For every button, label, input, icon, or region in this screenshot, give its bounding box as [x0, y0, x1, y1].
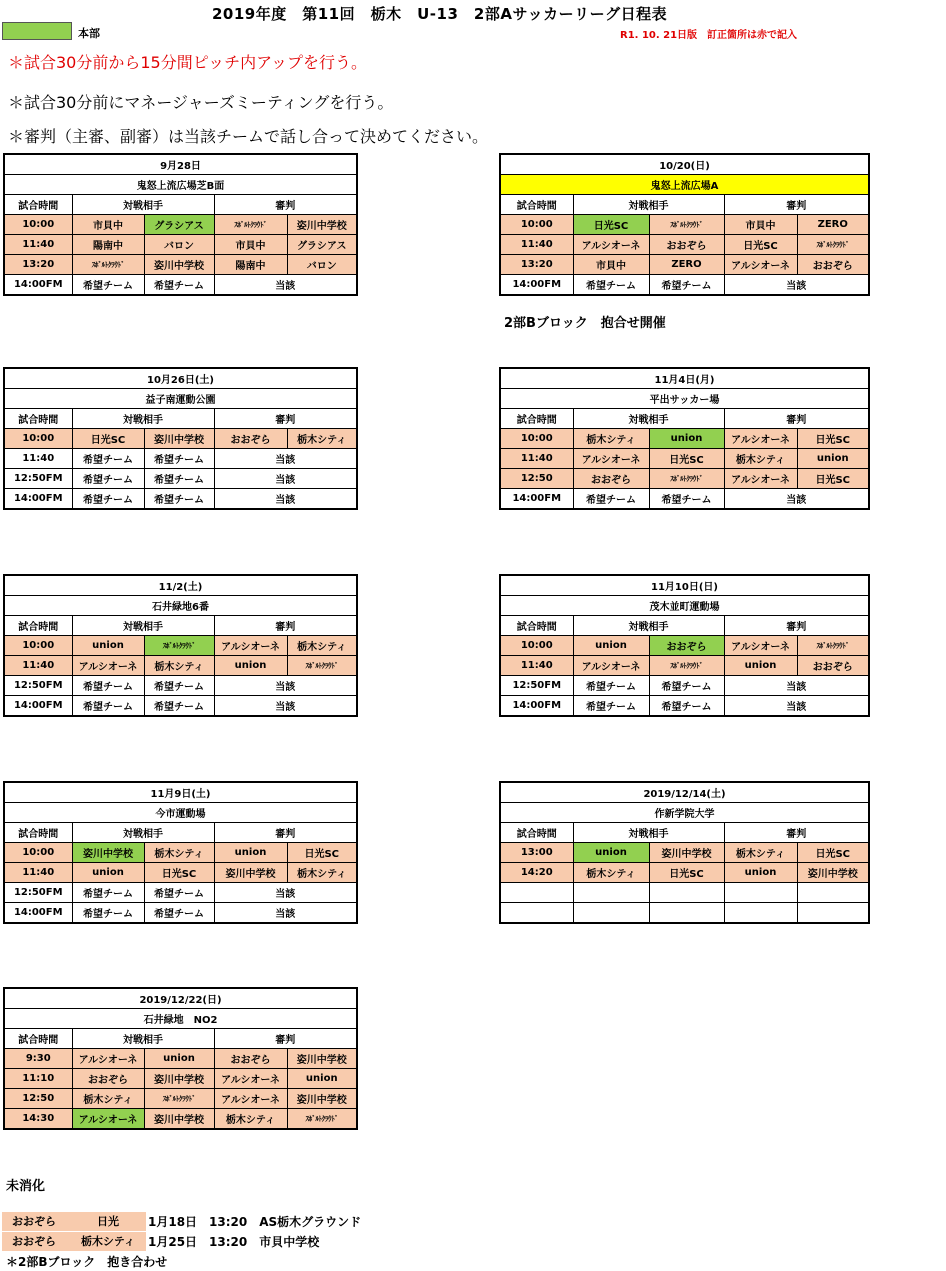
unplayed-team1: おおぞら — [2, 1232, 80, 1251]
schedule-date: 10月26日(土) — [4, 368, 357, 389]
note-managers-meeting: ＊試合30分前にマネージャーズミーティングを行う。 — [8, 93, 394, 112]
match-time: 11:40 — [4, 863, 72, 883]
match-team-1: おおぞら — [72, 1069, 144, 1089]
match-time: 12:50FM — [500, 676, 573, 696]
referee-2: ｽﾎﾞﾙﾄｸﾗｳﾄﾞ — [797, 235, 869, 255]
schedule-venue: 茂木並町運動場 — [500, 596, 869, 616]
match-team-2: 希望チーム — [144, 275, 214, 296]
referee-1: アルシオーネ — [724, 255, 797, 275]
match-team-1: ｽﾎﾞﾙﾄｸﾗｳﾄﾞ — [72, 255, 144, 275]
match-team-1: アルシオーネ — [72, 1109, 144, 1130]
header-opponents: 対戦相手 — [573, 616, 724, 636]
unplayed-title: 未消化 — [6, 1179, 46, 1194]
match-time: 10:00 — [4, 636, 72, 656]
match-team-2: ｽﾎﾞﾙﾄｸﾗｳﾄﾞ — [649, 215, 724, 235]
header-opponents: 対戦相手 — [573, 409, 724, 429]
referee-cell: 当該 — [214, 883, 357, 903]
header-referee: 審判 — [724, 823, 869, 843]
header-referee: 審判 — [214, 616, 357, 636]
referee-1: 市貝中 — [214, 235, 287, 255]
referee-1: 栃木シティ — [214, 1109, 287, 1130]
referee-2: ZERO — [797, 215, 869, 235]
match-team-2: 希望チーム — [144, 449, 214, 469]
match-time — [500, 903, 573, 924]
schedule-venue: 石井緑地6番 — [4, 596, 357, 616]
match-team-1: アルシオーネ — [573, 449, 649, 469]
header-referee: 審判 — [214, 195, 357, 215]
referee-1: 日光SC — [724, 235, 797, 255]
referee-2: 日光SC — [797, 469, 869, 489]
referee-1: union — [724, 863, 797, 883]
match-time: 11:40 — [4, 656, 72, 676]
referee-2: ｽﾎﾞﾙﾄｸﾗｳﾄﾞ — [287, 656, 357, 676]
referee-1: 姿川中学校 — [214, 863, 287, 883]
match-time: 13:20 — [500, 255, 573, 275]
match-team-2: 希望チーム — [649, 489, 724, 510]
match-team-2: union — [649, 429, 724, 449]
match-time: 11:40 — [500, 656, 573, 676]
match-time: 14:00FM — [4, 696, 72, 717]
match-team-2: 希望チーム — [144, 903, 214, 924]
header-referee: 審判 — [214, 409, 357, 429]
header-referee: 審判 — [724, 409, 869, 429]
header-referee: 審判 — [724, 195, 869, 215]
match-time: 11:40 — [500, 449, 573, 469]
match-team-2: おおぞら — [649, 636, 724, 656]
match-team-1: 陽南中 — [72, 235, 144, 255]
match-time: 14:00FM — [4, 903, 72, 924]
match-team-1: 希望チーム — [573, 489, 649, 510]
referee-2: 栃木シティ — [287, 429, 357, 449]
schedule-table — [499, 781, 870, 924]
match-team-1: union — [72, 636, 144, 656]
match-team-2: 栃木シティ — [144, 843, 214, 863]
match-team-1 — [573, 903, 649, 924]
referee-cell: 当該 — [214, 676, 357, 696]
schedule-venue: 作新学院大学 — [500, 803, 869, 823]
match-time: 14:00FM — [500, 696, 573, 717]
schedule-table — [499, 574, 870, 717]
match-team-2: 栃木シティ — [144, 656, 214, 676]
referee-2 — [797, 883, 869, 903]
referee-1 — [724, 903, 797, 924]
referee-2: 栃木シティ — [287, 636, 357, 656]
referee-cell: 当該 — [214, 903, 357, 924]
schedule-venue: 鬼怒上流広場芝B面 — [4, 175, 357, 195]
match-team-2: 希望チーム — [144, 489, 214, 510]
schedule-venue: 石井緑地 NO2 — [4, 1009, 357, 1029]
schedule-venue: 今市運動場 — [4, 803, 357, 823]
schedule-date: 2019/12/22(日) — [4, 988, 357, 1009]
match-team-2: 希望チーム — [649, 696, 724, 717]
referee-1: union — [724, 656, 797, 676]
header-time: 試合時間 — [4, 195, 72, 215]
header-time: 試合時間 — [4, 1029, 72, 1049]
match-team-2: 日光SC — [144, 863, 214, 883]
revision-note: R1. 10. 21日版 訂正箇所は赤で記入 — [620, 30, 798, 41]
schedule-table — [3, 781, 358, 924]
header-time: 試合時間 — [500, 616, 573, 636]
match-team-1: 栃木シティ — [573, 863, 649, 883]
match-team-1: 栃木シティ — [72, 1089, 144, 1109]
header-opponents: 対戦相手 — [72, 1029, 214, 1049]
referee-2: 姿川中学校 — [287, 1089, 357, 1109]
match-team-2: 希望チーム — [144, 883, 214, 903]
referee-1: union — [214, 843, 287, 863]
match-time: 12:50 — [500, 469, 573, 489]
match-team-2: 姿川中学校 — [144, 1069, 214, 1089]
referee-2: ｽﾎﾞﾙﾄｸﾗｳﾄﾞ — [287, 1109, 357, 1130]
match-team-2 — [649, 903, 724, 924]
referee-cell: 当該 — [214, 449, 357, 469]
match-team-2: 希望チーム — [144, 696, 214, 717]
referee-2: 日光SC — [287, 843, 357, 863]
match-time: 12:50FM — [4, 676, 72, 696]
header-time: 試合時間 — [4, 409, 72, 429]
referee-2: バロン — [287, 255, 357, 275]
referee-2: グラシアス — [287, 235, 357, 255]
referee-2: ｽﾎﾞﾙﾄｸﾗｳﾄﾞ — [797, 636, 869, 656]
header-time: 試合時間 — [500, 823, 573, 843]
match-team-2 — [649, 883, 724, 903]
referee-2: おおぞら — [797, 255, 869, 275]
match-time: 9:30 — [4, 1049, 72, 1069]
match-time: 10:00 — [4, 429, 72, 449]
header-time: 試合時間 — [500, 195, 573, 215]
schedule-date: 9月28日 — [4, 154, 357, 175]
referee-cell: 当該 — [214, 469, 357, 489]
match-team-2: union — [144, 1049, 214, 1069]
referee-1: おおぞら — [214, 1049, 287, 1069]
referee-1: おおぞら — [214, 429, 287, 449]
match-team-2: 希望チーム — [649, 275, 724, 296]
match-team-2: 日光SC — [649, 863, 724, 883]
match-time: 14:20 — [500, 863, 573, 883]
match-team-2: ｽﾎﾞﾙﾄｸﾗｳﾄﾞ — [144, 636, 214, 656]
schedule-table — [499, 153, 870, 296]
match-time: 14:00FM — [4, 489, 72, 510]
match-team-1: アルシオーネ — [573, 235, 649, 255]
match-team-1: 希望チーム — [72, 469, 144, 489]
referee-1: アルシオーネ — [214, 1089, 287, 1109]
schedule-date: 11月9日(土) — [4, 782, 357, 803]
unplayed-detail: 1月18日 13:20 AS栃木グラウンド — [148, 1215, 362, 1229]
match-team-2: ｽﾎﾞﾙﾄｸﾗｳﾄﾞ — [649, 469, 724, 489]
header-time: 試合時間 — [4, 823, 72, 843]
schedule-venue: 益子南運動公園 — [4, 389, 357, 409]
referee-1: アルシオーネ — [214, 1069, 287, 1089]
match-team-1: 希望チーム — [72, 449, 144, 469]
match-time: 10:00 — [500, 429, 573, 449]
referee-1: 陽南中 — [214, 255, 287, 275]
match-team-1: アルシオーネ — [573, 656, 649, 676]
match-team-1: 日光SC — [573, 215, 649, 235]
header-time: 試合時間 — [500, 409, 573, 429]
legend-label: 本部 — [78, 27, 100, 40]
unplayed-detail: 1月25日 13:20 市貝中学校 — [148, 1235, 320, 1249]
match-team-2: ZERO — [649, 255, 724, 275]
referee-2: おおぞら — [797, 656, 869, 676]
referee-2: 姿川中学校 — [797, 863, 869, 883]
match-team-1: 希望チーム — [72, 275, 144, 296]
match-time: 13:20 — [4, 255, 72, 275]
referee-1 — [724, 883, 797, 903]
match-time: 13:00 — [500, 843, 573, 863]
header-opponents: 対戦相手 — [72, 616, 214, 636]
schedule-table — [3, 574, 358, 717]
match-time — [500, 883, 573, 903]
header-opponents: 対戦相手 — [573, 195, 724, 215]
match-team-2: 希望チーム — [649, 676, 724, 696]
header-opponents: 対戦相手 — [72, 823, 214, 843]
match-time: 14:00FM — [500, 275, 573, 296]
match-team-1 — [573, 883, 649, 903]
unplayed-team2: 日光 — [70, 1212, 146, 1231]
match-team-2: 姿川中学校 — [649, 843, 724, 863]
schedule-venue: 鬼怒上流広場A — [500, 175, 869, 195]
referee-2: 栃木シティ — [287, 863, 357, 883]
referee-1: union — [214, 656, 287, 676]
match-team-1: 姿川中学校 — [72, 843, 144, 863]
match-team-1: 市貝中 — [72, 215, 144, 235]
header-referee: 審判 — [724, 616, 869, 636]
schedule-table — [3, 153, 358, 296]
match-team-2: ｽﾎﾞﾙﾄｸﾗｳﾄﾞ — [649, 656, 724, 676]
referee-cell: 当該 — [214, 275, 357, 296]
referee-cell: 当該 — [724, 275, 869, 296]
unplayed-note: ＊2部Bブロック 抱き合わせ — [6, 1255, 168, 1269]
match-team-1: union — [72, 863, 144, 883]
match-time: 11:40 — [4, 449, 72, 469]
match-team-1: 希望チーム — [573, 275, 649, 296]
match-team-1: アルシオーネ — [72, 656, 144, 676]
referee-cell: 当該 — [214, 696, 357, 717]
match-time: 14:00FM — [500, 489, 573, 510]
referee-2 — [797, 903, 869, 924]
referee-1: ｽﾎﾞﾙﾄｸﾗｳﾄﾞ — [214, 215, 287, 235]
schedule-table — [3, 987, 358, 1130]
match-team-2: 日光SC — [649, 449, 724, 469]
match-time: 10:00 — [4, 843, 72, 863]
match-team-2: 姿川中学校 — [144, 429, 214, 449]
match-time: 11:10 — [4, 1069, 72, 1089]
referee-cell: 当該 — [214, 489, 357, 510]
referee-1: アルシオーネ — [724, 469, 797, 489]
match-time: 12:50FM — [4, 883, 72, 903]
referee-2: 姿川中学校 — [287, 215, 357, 235]
schedule-venue: 平出サッカー場 — [500, 389, 869, 409]
referee-1: 市貝中 — [724, 215, 797, 235]
match-team-1: union — [573, 636, 649, 656]
match-team-1: 希望チーム — [72, 489, 144, 510]
match-team-1: 希望チーム — [573, 696, 649, 717]
schedule-date: 10/20(日) — [500, 154, 869, 175]
match-time: 10:00 — [500, 215, 573, 235]
referee-2: 姿川中学校 — [287, 1049, 357, 1069]
match-team-1: 希望チーム — [573, 676, 649, 696]
match-time: 10:00 — [500, 636, 573, 656]
header-opponents: 対戦相手 — [72, 409, 214, 429]
match-team-1: 日光SC — [72, 429, 144, 449]
match-time: 11:40 — [4, 235, 72, 255]
schedule-date: 11月4日(月) — [500, 368, 869, 389]
match-team-1: 市貝中 — [573, 255, 649, 275]
schedule-date: 11月10日(日) — [500, 575, 869, 596]
match-team-2: 希望チーム — [144, 676, 214, 696]
match-team-1: 希望チーム — [72, 696, 144, 717]
match-time: 12:50FM — [4, 469, 72, 489]
match-time: 14:30 — [4, 1109, 72, 1130]
match-time: 12:50 — [4, 1089, 72, 1109]
match-team-1: 希望チーム — [72, 676, 144, 696]
referee-1: アルシオーネ — [724, 429, 797, 449]
match-team-2: グラシアス — [144, 215, 214, 235]
match-team-1: アルシオーネ — [72, 1049, 144, 1069]
match-team-2: 希望チーム — [144, 469, 214, 489]
referee-2: union — [287, 1069, 357, 1089]
referee-2: union — [797, 449, 869, 469]
schedule-table — [499, 367, 870, 510]
block-caption: 2部Bブロック 抱合せ開催 — [504, 316, 666, 331]
referee-cell: 当該 — [724, 696, 869, 717]
match-time: 14:00FM — [4, 275, 72, 296]
referee-1: 栃木シティ — [724, 843, 797, 863]
header-opponents: 対戦相手 — [72, 195, 214, 215]
match-time: 11:40 — [500, 235, 573, 255]
match-team-2: 姿川中学校 — [144, 255, 214, 275]
legend-swatch-host — [2, 22, 72, 40]
referee-1: アルシオーネ — [214, 636, 287, 656]
match-team-1: 希望チーム — [72, 903, 144, 924]
referee-2: 日光SC — [797, 429, 869, 449]
unplayed-team1: おおぞら — [2, 1212, 80, 1231]
match-team-2: 姿川中学校 — [144, 1109, 214, 1130]
referee-1: 栃木シティ — [724, 449, 797, 469]
header-referee: 審判 — [214, 823, 357, 843]
note-referee: ＊審判（主審、副審）は当該チームで話し合って決めてください。 — [8, 127, 489, 146]
match-team-2: ｽﾎﾞﾙﾄｸﾗｳﾄﾞ — [144, 1089, 214, 1109]
match-team-2: バロン — [144, 235, 214, 255]
referee-2: 日光SC — [797, 843, 869, 863]
match-team-1: union — [573, 843, 649, 863]
header-opponents: 対戦相手 — [573, 823, 724, 843]
unplayed-team2: 栃木シティ — [70, 1232, 146, 1251]
match-time: 10:00 — [4, 215, 72, 235]
match-team-2: おおぞら — [649, 235, 724, 255]
match-team-1: 栃木シティ — [573, 429, 649, 449]
match-team-1: おおぞら — [573, 469, 649, 489]
schedule-table — [3, 367, 358, 510]
schedule-date: 2019/12/14(土) — [500, 782, 869, 803]
match-team-1: 希望チーム — [72, 883, 144, 903]
schedule-date: 11/2(土) — [4, 575, 357, 596]
note-warmup: ＊試合30分前から15分間ピッチ内アップを行う。 — [8, 53, 367, 72]
page-title: 2019年度 第11回 栃木 U-13 2部Aサッカーリーグ日程表 — [212, 5, 668, 23]
referee-cell: 当該 — [724, 676, 869, 696]
header-referee: 審判 — [214, 1029, 357, 1049]
referee-cell: 当該 — [724, 489, 869, 510]
referee-1: アルシオーネ — [724, 636, 797, 656]
header-time: 試合時間 — [4, 616, 72, 636]
